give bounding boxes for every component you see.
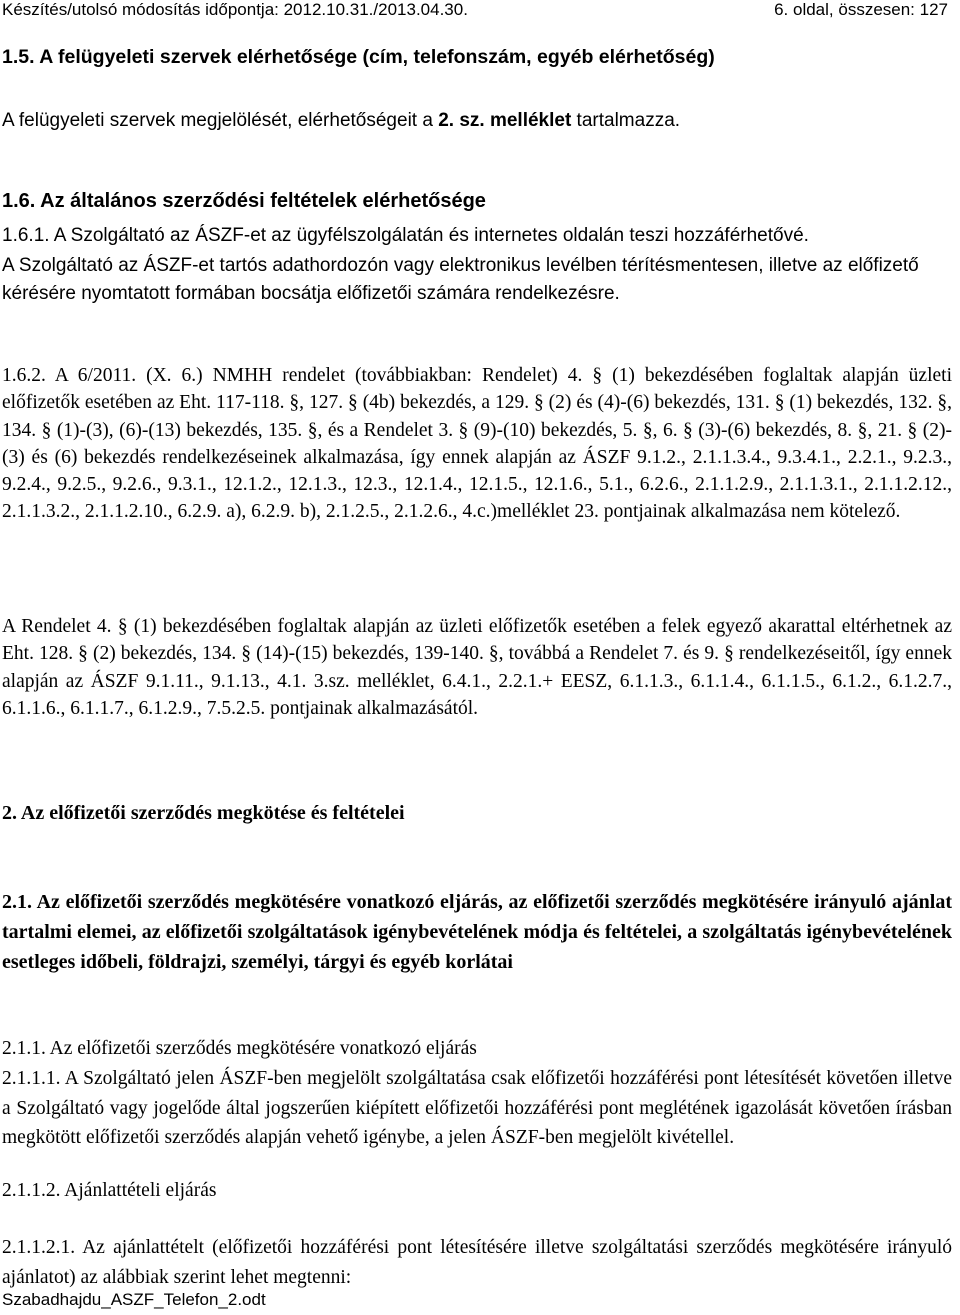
paragraph-1-6-1-continued: A Szolgáltató az ÁSZF-et tartós adathordozón vagy elektronikus levélben térítésmentesen, illetve az előfizető kérésére nyomtatott formában bocsátja előfizetői számára rendelkezésre. bbox=[2, 255, 919, 304]
section-1-5-text-before: A felügyeleti szervek megjelölését, elérhetőségeit a bbox=[2, 110, 439, 131]
paragraph-2-1-1-2: 2.1.1.2. Ajánlattételi eljárás bbox=[2, 1180, 217, 1201]
section-2-1-heading: 2.1. Az előfizetői szerződés megkötésére vonatkozó eljárás, az előfizetői szerződés megkötésére irányuló ajánlat tartalmi elemei, az előfizetői szolgáltatások igénybevételének módja és feltételei, a szolgáltatás igénybevételének esetleges időbeli, földrajzi, személyi, tárgyi és egyéb korlátai bbox=[2, 891, 952, 973]
section-1-6-heading: 1.6. Az általános szerződési feltételek elérhetősége bbox=[2, 190, 486, 212]
header-modified-date: Készítés/utolsó módosítás időpontja: 2012.10.31./2013.04.30. bbox=[2, 0, 468, 19]
section-1-5-text-after: tartalmazza. bbox=[571, 110, 681, 131]
section-1-5-text bbox=[2, 110, 952, 132]
header-page-number: 6. oldal, összesen: 127 bbox=[774, 0, 948, 19]
paragraph-2-1-1-1: 2.1.1.1. A Szolgáltató jelen ÁSZF-ben megjelölt szolgáltatása csak előfizetői hozzáférési pont létesítését követően illetve a Szolgáltató vagy jogelőde által jogszerűen kiépített előfizetői hozzáférési pont meglétének igazolását követően írásban megkötött előfizetői szerződés alapján vehető igénybe, a jelen ÁSZF-ben megjelölt kivétellel. bbox=[2, 1068, 952, 1148]
paragraph-1-6-2: 1.6.2. A 6/2011. (X. 6.) NMHH rendelet (továbbiakban: Rendelet) 4. § (1) bekezdésében foglaltak alapján üzleti előfizetők esetében az Eht. 117-118. §, 127. § (4b) bekezdés, a 129. § (2) és (4)-(6) bekezdés, 131. § (1) bekezdés, 132. §, 134. § (1)-(3), (6)-(13) bekezdés, 135. §, és a Rendelet 3. § (9)-(10) bekezdés, 5. §, 6. § (3)-(6) bekezdés, 8. §, 21. § (2)-(3) és (6) bekezdés rendelkezéseinek alkalmazása, így ennek alapján az ÁSZF 9.1.2., 2.1.1.3.4., 9.3.4.1., 2.2.1., 9.2.3., 9.2.4., 9.2.5., 9.2.6., 9.3.1., 12.1.2., 12.1.3., 12.3., 12.1.4., 12.1.5., 12.1.6., 5.1., 6.2.6., 2.1.1.2.9., 2.1.1.3.1., 2.1.1.2.12., 2.1.1.3.2., 2.1.1.2.10., 6.2.9. a), 6.2.9. b), 2.1.2.5., 2.1.2.6., 4.c.)melléklet 23. pontjainak alkalmazása nem kötelező. bbox=[2, 365, 952, 523]
section-1-5-heading: 1.5. A felügyeleti szervek elérhetősége (cím, telefonszám, egyéb elérhetőség) bbox=[2, 46, 715, 68]
section-2-heading: 2. Az előfizetői szerződés megkötése és feltételei bbox=[2, 802, 405, 824]
paragraph-1-6-2-continued: A Rendelet 4. § (1) bekezdésében foglaltak alapján az üzleti előfizetők esetében a felek egyező akarattal eltérhetnek az Eht. 128. § (2) bekezdés, 134. § (14)-(15) bekezdés, 139-140. §, továbbá a Rendelet 7. és 9. § rendelkezéseitől, így ennek alapján az ÁSZF 9.1.11., 9.1.13., 4.1. 3.sz. melléklet, 6.4.1., 2.2.1.+ EESZ, 6.1.1.3., 6.1.1.4., 6.1.1.5., 6.1.2., 6.1.2.7., 6.1.1.6., 6.1.1.7., 6.1.2.9., 7.5.2.5. pontjainak alkalmazásától. bbox=[2, 616, 952, 719]
annex-reference: 2. sz. melléklet bbox=[438, 110, 572, 131]
footer-filename: Szabadhajdu_ASZF_Telefon_2.odt bbox=[2, 1290, 266, 1309]
paragraph-2-1-1-2-1: 2.1.1.2.1. Az ajánlattételt (előfizetői hozzáférési pont létesítésére illetve szolgáltatási szerződés megkötésére irányuló ajánlatot) az alábbiak szerint lehet megtenni: bbox=[2, 1237, 952, 1288]
paragraph-2-1-1: 2.1.1. Az előfizetői szerződés megkötésére vonatkozó eljárás bbox=[2, 1038, 477, 1059]
paragraph-1-6-1: 1.6.1. A Szolgáltató az ÁSZF-et az ügyfélszolgálatán és internetes oldalán teszi hozzáférhetővé. bbox=[2, 225, 809, 246]
